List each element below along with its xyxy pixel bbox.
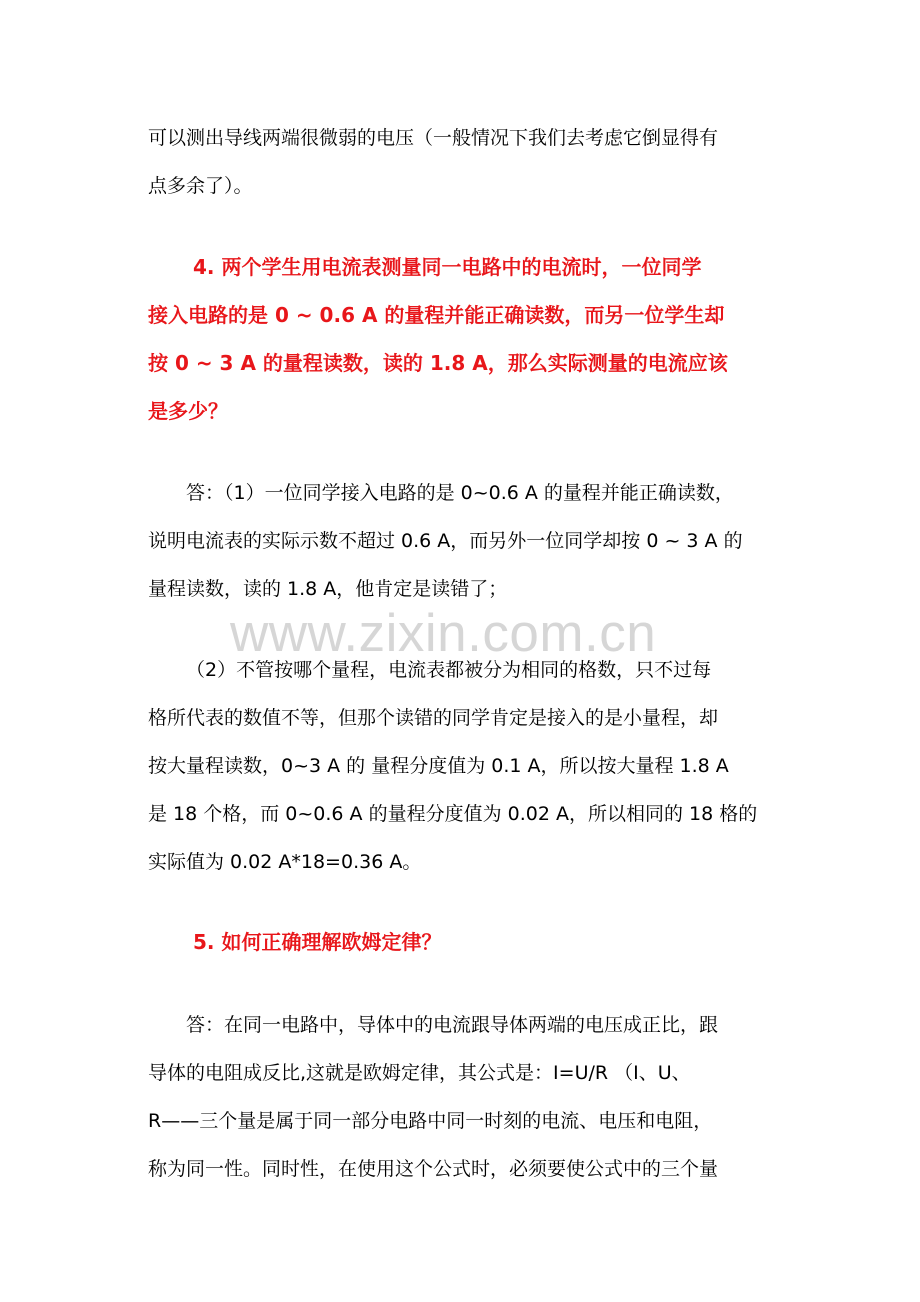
answer-4-part2-line-1: （2）不管按哪个量程，电流表都被分为相同的格数，只不过每: [186, 659, 712, 681]
question-4-line-3: 按 0 ~ 3 A 的量程读数，读的 1.8 A，那么实际测量的电流应该: [148, 351, 728, 375]
answer-5-line-3: R——三个量是属于同一部分电路中同一时刻的电流、电压和电阻，: [148, 1110, 713, 1132]
question-4-line-1: 4. 两个学生用电流表测量同一电路中的电流时，一位同学: [193, 255, 702, 279]
intro-line-1: 可以测出导线两端很微弱的电压（一般情况下我们去考虑它倒显得有: [148, 127, 719, 149]
question-4-line-2: 接入电路的是 0 ~ 0.6 A 的量程并能正确读数，而另一位学生却: [148, 303, 725, 327]
question-5-line-1: 5. 如何正确理解欧姆定律？: [193, 930, 442, 954]
watermark-text: www.zixin.com.cn: [230, 604, 657, 663]
answer-4-part2-line-3: 按大量程读数，0~3 A 的 量程分度值为 0.1 A，所以按大量程 1.8 A: [148, 755, 729, 777]
answer-5-line-4: 称为同一性。同时性，在使用这个公式时，必须要使公式中的三个量: [148, 1158, 719, 1180]
intro-line-2: 点多余了）。: [148, 175, 253, 197]
answer-5-line-1: 答：在同一电路中，导体中的电流跟导体两端的电压成正比，跟: [186, 1014, 719, 1036]
answer-4-part2-line-2: 格所代表的数值不等，但那个读错的同学肯定是接入的是小量程，却: [148, 707, 719, 729]
answer-4-part2-line-4: 是 18 个格，而 0~0.6 A 的量程分度值为 0.02 A，所以相同的 18 格的: [148, 803, 758, 825]
answer-5-line-2: 导体的电阻成反比,这就是欧姆定律，其公式是：I=U/R （I、U、: [148, 1062, 691, 1084]
question-4-line-4: 是多少？: [148, 399, 228, 423]
answer-4-part1-line-2: 说明电流表的实际示数不超过 0.6 A，而另外一位同学却按 0 ~ 3 A 的: [148, 530, 743, 552]
answer-4-part2-line-5: 实际值为 0.02 A*18=0.36 A。: [148, 851, 422, 873]
answer-4-part1-line-1: 答：（1）一位同学接入电路的是 0~0.6 A 的量程并能正确读数，: [186, 482, 734, 504]
answer-4-part1-line-3: 量程读数，读的 1.8 A，他肯定是读错了；: [148, 578, 508, 600]
